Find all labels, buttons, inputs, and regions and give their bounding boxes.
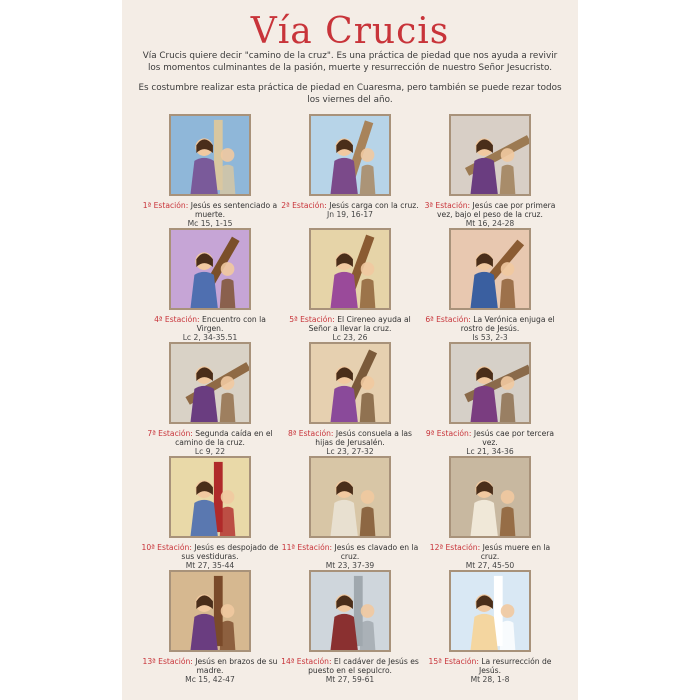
station-caption bbox=[140, 429, 280, 456]
station-caption bbox=[280, 315, 420, 342]
station-reference: Is 53, 2-3 bbox=[472, 333, 508, 342]
station-reference: Lc 2, 34-35.51 bbox=[182, 333, 238, 342]
station-image bbox=[451, 344, 529, 422]
station-text: La Verónica enjuga el rostro de Jesús. bbox=[460, 315, 555, 333]
station-caption bbox=[420, 201, 560, 228]
station-image bbox=[311, 572, 389, 650]
station-text: Encuentro con la Virgen. bbox=[196, 315, 266, 333]
station-reference: Lc 21, 34-36 bbox=[466, 447, 514, 456]
station-image bbox=[451, 458, 529, 536]
station-text: Jesús es sentenciado a muerte. bbox=[190, 201, 278, 219]
station-reference: Mt 27, 35-44 bbox=[185, 561, 235, 570]
station-text: Jesús en brazos de su madre. bbox=[195, 657, 278, 675]
station-reference: Mt 23, 37-39 bbox=[325, 561, 375, 570]
station-image bbox=[451, 116, 529, 194]
station-reference: Mt 27, 59-61 bbox=[325, 675, 375, 684]
station-caption bbox=[420, 315, 560, 342]
station-11 bbox=[280, 456, 420, 572]
page-title: Vía Crucis bbox=[250, 11, 450, 52]
station-reference: Jn 19, 16-17 bbox=[326, 210, 374, 219]
station-reference: Mt 27, 45-50 bbox=[465, 561, 515, 570]
station-text: Jesús carga con la cruz. bbox=[329, 201, 419, 210]
station-10 bbox=[140, 456, 280, 572]
station-reference: Mc 15, 1-15 bbox=[187, 219, 233, 228]
station-text: La resurrección de Jesús. bbox=[478, 657, 552, 675]
station-5 bbox=[280, 228, 420, 344]
station-illustration bbox=[169, 456, 251, 538]
station-number: 8ª Estación: bbox=[287, 429, 334, 438]
station-image bbox=[171, 116, 249, 194]
station-reference: Mc 15, 42-47 bbox=[185, 675, 235, 684]
station-illustration bbox=[449, 228, 531, 310]
station-illustration bbox=[309, 570, 391, 652]
station-reference: Lc 9, 22 bbox=[194, 447, 226, 456]
station-illustration bbox=[169, 570, 251, 652]
station-number: 12ª Estación: bbox=[429, 543, 481, 552]
station-caption bbox=[140, 543, 280, 570]
station-14 bbox=[280, 570, 420, 686]
station-13 bbox=[140, 570, 280, 686]
station-number: 13ª Estación: bbox=[142, 657, 193, 666]
stations-grid bbox=[140, 114, 560, 698]
station-text: Jesús cae por tercera vez. bbox=[473, 429, 555, 447]
station-text: Segunda caída en el camino de la cruz. bbox=[175, 429, 273, 447]
station-caption bbox=[140, 201, 280, 228]
station-number: 5ª Estación: bbox=[289, 315, 335, 324]
station-illustration bbox=[309, 228, 391, 310]
station-illustration bbox=[449, 570, 531, 652]
station-illustration bbox=[169, 228, 251, 310]
poster bbox=[122, 0, 578, 700]
station-9 bbox=[420, 342, 560, 458]
station-caption bbox=[280, 429, 420, 456]
station-illustration bbox=[449, 342, 531, 424]
intro-paragraph-2: Es costumbre realizar esta práctica de piedad en Cuaresma, pero también se puede rezar todos los viernes del año. bbox=[138, 83, 562, 105]
station-number: 6ª Estación: bbox=[425, 315, 471, 324]
station-reference: Lc 23, 26 bbox=[332, 333, 368, 342]
station-illustration bbox=[169, 114, 251, 196]
intro-paragraph-1: Vía Crucis quiere decir "camino de la cruz". Es una práctica de piedad que nos ayuda a revivir los momentos culminantes de la pasión, muerte y resurrección de nuestro Señor Jesucristo. bbox=[142, 51, 558, 73]
station-caption bbox=[140, 315, 280, 342]
station-illustration bbox=[309, 114, 391, 196]
station-illustration bbox=[169, 342, 251, 424]
station-image bbox=[451, 230, 529, 308]
station-number: 10ª Estación: bbox=[141, 543, 192, 552]
station-illustration bbox=[309, 456, 391, 538]
station-image bbox=[171, 458, 249, 536]
station-number: 9ª Estación: bbox=[425, 429, 472, 438]
station-4 bbox=[140, 228, 280, 344]
station-1 bbox=[140, 114, 280, 230]
station-illustration bbox=[449, 114, 531, 196]
station-12 bbox=[420, 456, 560, 572]
station-caption bbox=[280, 543, 420, 570]
station-number: 2ª Estación: bbox=[281, 201, 327, 210]
station-text: El Cireneo ayuda al Señor a llevar la cruz. bbox=[308, 315, 411, 333]
station-text: Jesús muere en la cruz. bbox=[480, 543, 551, 561]
station-number: 4ª Estación: bbox=[154, 315, 200, 324]
station-caption bbox=[420, 657, 560, 684]
station-caption bbox=[420, 429, 560, 456]
station-number: 1ª Estación: bbox=[142, 201, 189, 210]
station-number: 3ª Estación: bbox=[424, 201, 471, 210]
station-8 bbox=[280, 342, 420, 458]
station-number: 14ª Estación: bbox=[281, 657, 332, 666]
station-image bbox=[311, 230, 389, 308]
station-6 bbox=[420, 228, 560, 344]
station-text: El cadáver de Jesús es puesto en el sepulcro. bbox=[308, 657, 419, 675]
station-caption bbox=[280, 657, 420, 684]
station-number: 11ª Estación: bbox=[281, 543, 333, 552]
station-reference: Mt 28, 1-8 bbox=[470, 675, 510, 684]
station-number: 15ª Estación: bbox=[428, 657, 479, 666]
station-image bbox=[311, 458, 389, 536]
station-text: Jesús es clavado en la cruz. bbox=[334, 543, 419, 561]
station-text: Jesús cae por primera vez, bajo el peso de la cruz. bbox=[437, 201, 556, 219]
station-image bbox=[171, 344, 249, 422]
station-illustration bbox=[449, 456, 531, 538]
station-number: 7ª Estación: bbox=[147, 429, 193, 438]
station-text: Jesús consuela a las hijas de Jerusalén. bbox=[315, 429, 413, 447]
station-image bbox=[451, 572, 529, 650]
station-image bbox=[311, 116, 389, 194]
station-15 bbox=[420, 570, 560, 686]
station-image bbox=[171, 230, 249, 308]
station-image bbox=[171, 572, 249, 650]
station-reference: Lc 23, 27-32 bbox=[326, 447, 374, 456]
station-3 bbox=[420, 114, 560, 230]
station-7 bbox=[140, 342, 280, 458]
station-illustration bbox=[309, 342, 391, 424]
station-caption bbox=[280, 201, 420, 219]
station-caption bbox=[140, 657, 280, 684]
station-caption bbox=[420, 543, 560, 570]
station-reference: Mt 16, 24-28 bbox=[465, 219, 515, 228]
station-2 bbox=[280, 114, 420, 230]
station-image bbox=[311, 344, 389, 422]
station-text: Jesús es despojado de sus vestiduras. bbox=[181, 543, 279, 561]
